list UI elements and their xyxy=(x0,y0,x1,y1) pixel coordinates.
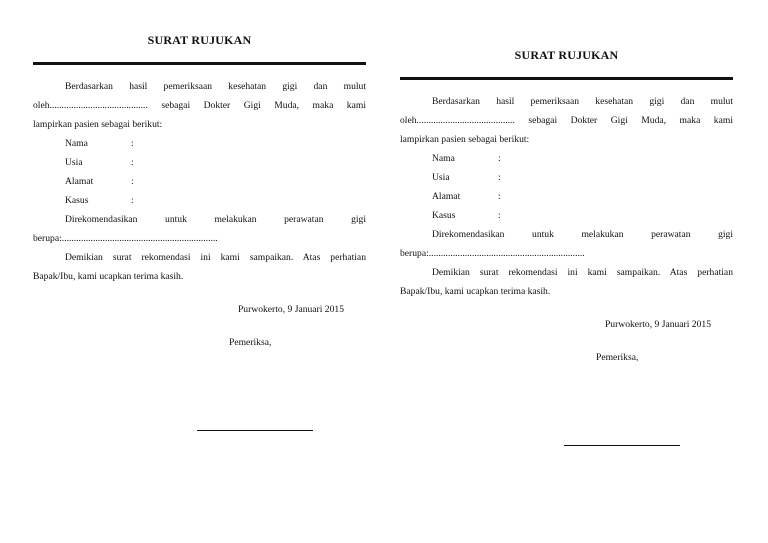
intro-line-2: oleh......................................... sebagai Dokter Gigi Muda, maka kami xyxy=(33,100,366,111)
intro-line-2: oleh......................................... sebagai Dokter Gigi Muda, maka kami xyxy=(400,115,733,126)
recommend-line-1: Direkomendasikan untuk melakukan perawatan gigi xyxy=(432,229,733,240)
intro-line-3: lampirkan pasien sebagai berikut: xyxy=(400,134,530,145)
intro-line-1: Berdasarkan hasil pemeriksaan kesehatan gigi dan mulut xyxy=(65,81,366,92)
letter-title: SURAT RUJUKAN xyxy=(147,33,252,47)
signature-line xyxy=(564,445,680,446)
closing-line-1: Demikian surat rekomendasi ini kami sampaikan. Atas perhatian xyxy=(432,267,733,278)
field-colon: : xyxy=(498,153,501,164)
field-label: Nama xyxy=(432,153,455,164)
field-colon: : xyxy=(131,176,134,187)
letter-title: SURAT RUJUKAN xyxy=(514,48,619,62)
field-colon: : xyxy=(131,138,134,149)
field-colon: : xyxy=(131,157,134,168)
field-age xyxy=(400,168,733,187)
field-name xyxy=(33,134,366,153)
field-label: Kasus xyxy=(432,210,456,221)
closing-line-1: Demikian surat rekomendasi ini kami sampaikan. Atas perhatian xyxy=(65,252,366,263)
closing-line-2: Bapak/Ibu, kami ucapkan terima kasih. xyxy=(33,271,184,282)
referral-letter-right xyxy=(400,45,733,446)
place-date: Purwokerto, 9 Januari 2015 xyxy=(604,319,711,330)
field-label: Alamat xyxy=(65,176,94,187)
field-address xyxy=(33,172,366,191)
examiner-label: Pemeriksa, xyxy=(229,337,272,348)
field-label: Alamat xyxy=(432,191,461,202)
place-date: Purwokerto, 9 Januari 2015 xyxy=(237,304,344,315)
recommend-line-1: Direkomendasikan untuk melakukan perawatan gigi xyxy=(65,214,366,225)
field-address xyxy=(400,187,733,206)
field-label: Usia xyxy=(65,157,83,168)
signature-line xyxy=(197,430,313,431)
field-colon: : xyxy=(131,195,134,206)
recommend-line-2: berupa:................................................................. xyxy=(33,233,218,244)
field-label: Usia xyxy=(432,172,450,183)
field-label: Nama xyxy=(65,138,88,149)
closing-line-2: Bapak/Ibu, kami ucapkan terima kasih. xyxy=(400,286,551,297)
title-divider xyxy=(400,77,733,80)
field-age xyxy=(33,153,366,172)
intro-line-1: Berdasarkan hasil pemeriksaan kesehatan gigi dan mulut xyxy=(432,96,733,107)
field-label: Kasus xyxy=(65,195,89,206)
title-divider xyxy=(33,62,366,65)
examiner-label: Pemeriksa, xyxy=(596,352,639,363)
field-colon: : xyxy=(498,172,501,183)
field-case xyxy=(400,206,733,225)
referral-letter-left xyxy=(33,30,366,431)
field-case xyxy=(33,191,366,210)
field-colon: : xyxy=(498,210,501,221)
recommend-line-2: berupa:................................................................. xyxy=(400,248,585,259)
field-name xyxy=(400,149,733,168)
field-colon: : xyxy=(498,191,501,202)
intro-line-3: lampirkan pasien sebagai berikut: xyxy=(33,119,163,130)
